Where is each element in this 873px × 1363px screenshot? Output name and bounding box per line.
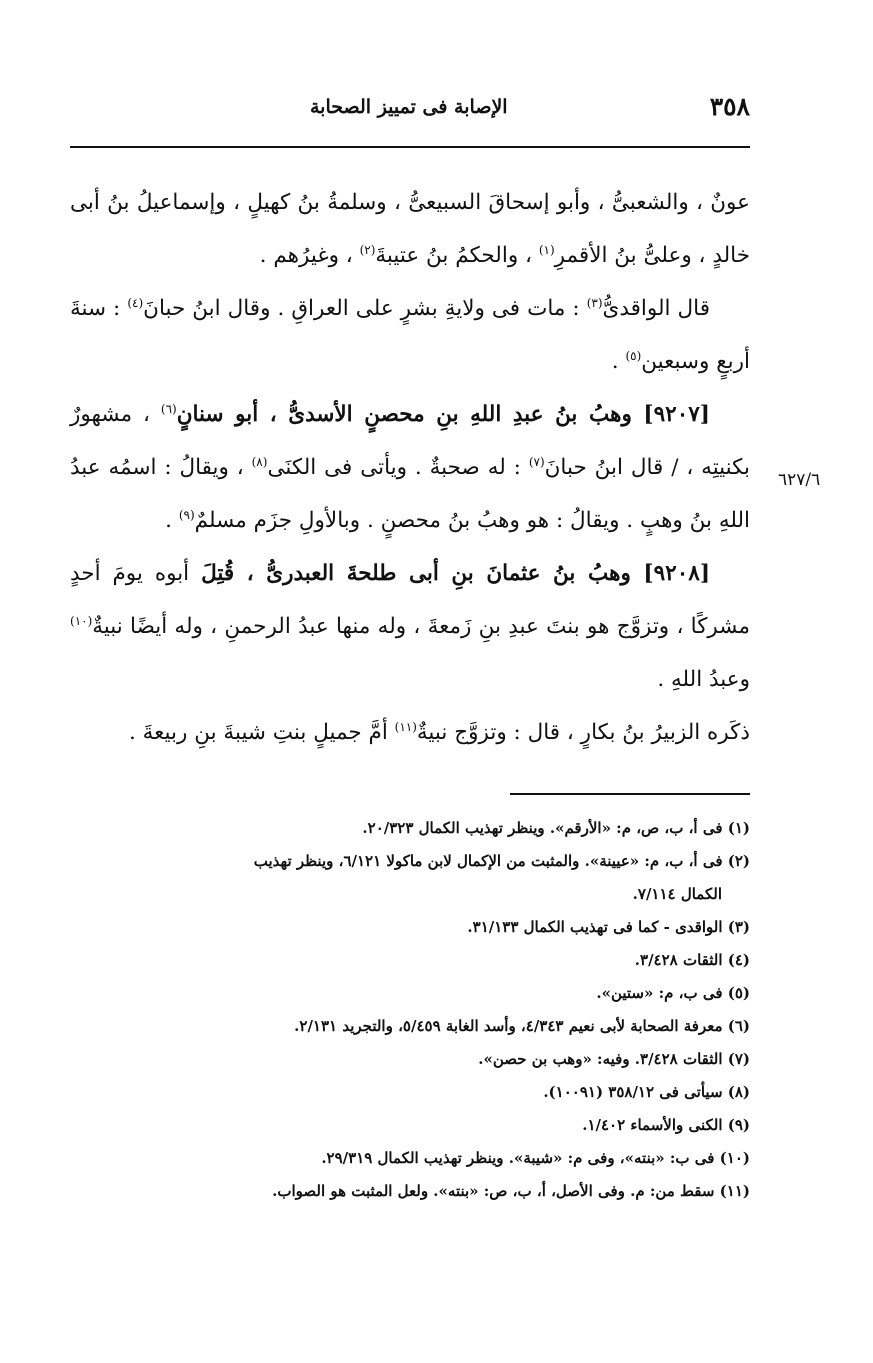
footnote-ref: (٩) (178, 507, 195, 522)
page-header (70, 92, 750, 132)
footnote-ref: (١٠) (70, 613, 93, 628)
footnote-3: (٣) الواقدى - كما فى تهذيب الكمال ٣١/١٣٣. (467, 918, 750, 936)
text-run: : له صحبةٌ . ويأتى فى الكنَى (267, 455, 529, 480)
footnote-11: (١١) سقط من: م. وفى الأصل، أ، ب، ص: «بنته». ولعل المثبت هو الصواب. (272, 1182, 750, 1200)
footnote-2-line-1: (٢) فى أ، ب، م: «عيينة». والمثبت من الإكمال لابن ماكولا ٦/١٢١، وينظر تهذيب (253, 852, 750, 870)
text-run: . (611, 349, 626, 374)
text-run: قال الواقدىُّ (602, 296, 710, 321)
running-title: الإصابة فى تمييز الصحابة (310, 96, 508, 118)
footnote-ref: (١) (538, 242, 555, 257)
entry-name: وهبُ بنُ عبدِ اللهِ بنِ محصنٍ الأسدىُّ ، أبو سنانٍ (176, 402, 644, 427)
text-run: ، وغيرُهم . (259, 243, 360, 268)
text-run: : مات فى ولايةِ بشرٍ على العراقِ . وقال ابنُ حبانَ (143, 296, 587, 321)
footnote-6: (٦) معرفة الصحابة لأبى نعيم ٤/٣٤٣، وأسد الغابة ٥/٤٥٩، والتجريد ٢/١٣١. (294, 1017, 750, 1035)
text-run: ، ويقالُ : اسمُه عبدُ اللهِ بنُ وهبٍ . ويقالُ : هو وهبُ بنُ محصنٍ . وبالأولِ جزَم مسلمٌ (70, 455, 750, 533)
footnote-ref: (٨) (251, 454, 268, 469)
text-run: وعبدُ اللهِ . (657, 667, 750, 692)
main-text (70, 176, 750, 759)
paragraph-death-date (70, 282, 750, 388)
text-run: عونٌ ، والشعبىُّ ، وأبو إسحاقَ السبيعىُّ ، وسلمةُ بنُ كهيلٍ ، وإسماعيلُ بنُ أبى خالدٍ ، وعلىُّ بنُ الأقمرِ (70, 190, 750, 268)
footnote-2-line-2: الكمال ٧/١١٤. (632, 885, 722, 903)
footnote-ref: (٣) (586, 295, 603, 310)
entry-9208 (70, 547, 750, 706)
text-run: ذكَره الزبيرُ بنُ بكارٍ ، قال : وتزوَّج نبيةٌ (416, 720, 750, 745)
paragraph-narrators (70, 176, 750, 282)
footnote-ref: (٤) (127, 295, 144, 310)
entry-name: وهبُ بنُ عثمانَ بنِ أبى طلحةَ العبدرىُّ ، قُتِلَ (201, 561, 644, 586)
footnote-10: (١٠) فى ب: «بنته»، وفى م: «شيبة». وينظر تهذيب الكمال ٢٩/٣١٩. (321, 1149, 750, 1167)
footnote-ref: (٥) (625, 348, 642, 363)
margin-volume-reference: ٦٢٧/٦ (778, 470, 821, 490)
entry-number: [٩٢٠٧] (643, 402, 710, 427)
text-run: ، والحكمُ بنُ عتيبةَ (375, 243, 539, 268)
text-run: أبوه يومَ أحدٍ مشركًا ، وتزوَّج هو بنتَ عبدِ بنِ زَمعةَ ، وله منها عبدُ الرحمنِ ، وله أيضًا نبيةٌ (70, 561, 750, 639)
footnote-8: (٨) سيأتى فى ٣٥٨/١٢ (١٠٠٩١). (543, 1083, 750, 1101)
text-run: أمَّ جميلٍ بنتِ شيبةَ بنِ ربيعةَ . (128, 720, 395, 745)
footnotes (70, 812, 750, 1208)
footnote-9: (٩) الكنى والأسماء ١/٤٠٢. (582, 1116, 750, 1134)
footnote-7: (٧) الثقات ٣/٤٢٨. وفيه: «وهب بن حصن». (478, 1050, 750, 1068)
text-run: . (165, 508, 179, 533)
footnote-ref: (١١) (394, 719, 417, 734)
entry-number: [٩٢٠٨] (643, 561, 710, 586)
entry-9207 (70, 388, 750, 547)
footnote-4: (٤) الثقات ٣/٤٢٨. (634, 951, 750, 969)
footnote-5: (٥) فى ب، م: «ستين». (596, 984, 750, 1002)
footnote-1: (١) فى أ، ب، ص، م: «الأرقم». وينظر تهذيب الكمال ٢٠/٣٢٣. (362, 819, 750, 837)
footnote-rule (510, 793, 750, 795)
paragraph-zubair (70, 706, 750, 759)
text-run: ، مشهورٌ بكنيتِه ، / قال ابنُ حبانَ (70, 402, 751, 480)
footnote-ref: (٧) (528, 454, 545, 469)
footnote-ref: (٢) (359, 242, 376, 257)
page-number: ٣٥٨ (709, 92, 750, 121)
footnote-2 (70, 845, 750, 911)
footnote-ref: (٦) (160, 401, 177, 416)
header-rule (70, 146, 750, 148)
text-run: : سنةَ أربعٍ وسبعين (70, 296, 750, 374)
